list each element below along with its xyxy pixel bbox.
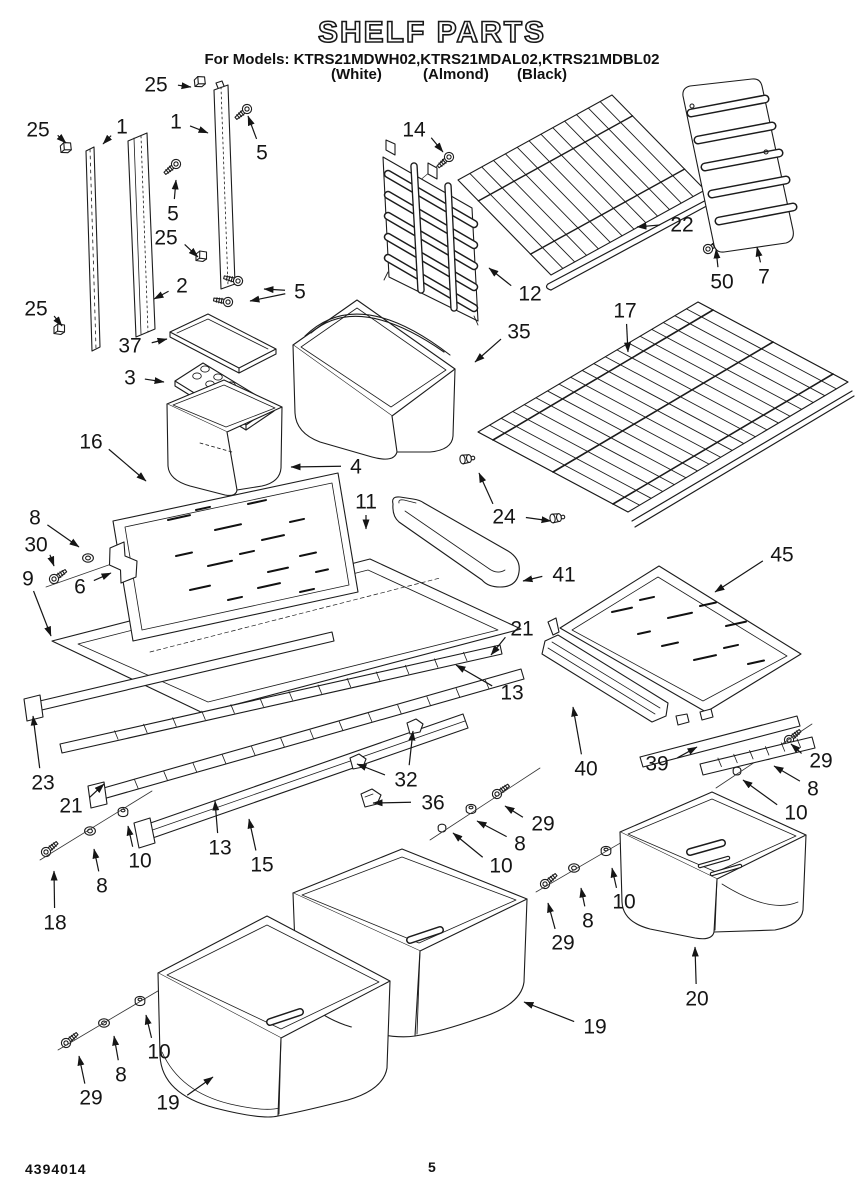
callout-label-25: 25 [144,73,168,97]
callout-label-21: 21 [510,617,534,641]
callout-label-18: 18 [43,911,67,935]
callout-label-6: 6 [74,575,86,599]
callout-label-13: 13 [208,836,232,860]
screw-29 [60,1030,81,1049]
callout-label-8: 8 [514,832,526,856]
callout-arrow [526,517,551,521]
callout-label-4: 4 [350,455,362,479]
callout-label-19: 19 [583,1015,607,1039]
callout-arrow [716,249,718,267]
roller-24 [549,512,565,523]
callout-label-23: 23 [31,771,55,795]
callout-label-29: 29 [79,1086,103,1110]
callout-arrow [249,819,256,851]
callout-arrow [291,466,341,467]
callout-arrow [573,707,581,754]
callout-arrow [185,244,198,257]
callout-label-14: 14 [402,118,426,142]
callout-arrow [146,1015,152,1038]
callout-arrow [774,766,800,781]
callout-arrow [79,1056,85,1084]
callout-arrow [103,136,111,144]
callout-arrow [695,947,696,984]
callout-arrow [114,1036,118,1060]
callout-label-21: 21 [59,794,83,818]
callout-label-13: 13 [500,681,524,705]
callout-label-2: 2 [176,274,188,298]
callout-arrow [128,826,133,847]
callout-arrow [50,555,54,566]
callout-label-41: 41 [552,563,576,587]
upright-rail-1-left [86,147,100,351]
callout-label-9: 9 [22,567,34,591]
callout-label-7: 7 [758,265,770,289]
shelf-clip-25 [60,142,72,154]
callout-label-1: 1 [170,110,182,134]
callout-label-29: 29 [531,812,555,836]
callout-label-8: 8 [582,909,594,933]
callout-label-29: 29 [551,931,575,955]
callout-arrow [47,525,79,547]
screw-14 [435,151,455,171]
callout-label-10: 10 [147,1040,171,1064]
callout-label-50: 50 [710,270,734,294]
callout-label-16: 16 [79,430,103,454]
callout-arrow [523,576,542,581]
callout-arrow [524,1002,574,1022]
callout-arrow [94,849,99,871]
meat-drawer-20 [620,792,806,939]
callout-label-30: 30 [24,533,48,557]
callout-label-10: 10 [489,854,513,878]
callout-label-37: 37 [118,334,142,358]
page-number: 5 [428,1159,436,1175]
callout-label-35: 35 [507,320,531,344]
callout-arrow [248,116,257,139]
callout-arrow [264,289,285,290]
side-rack-7 [683,79,793,252]
finish-black: (Black) [517,66,568,83]
callout-label-36: 36 [421,791,445,815]
callout-label-22: 22 [670,213,694,237]
stud-36 [361,789,381,807]
callout-arrow [431,138,443,152]
washer-8 [83,554,94,562]
page-title: SHELF PARTS [317,16,547,49]
callout-arrow [190,126,208,133]
wine-rack-12 [383,140,478,325]
sliding-wire-shelf-17 [478,299,854,527]
callout-arrow [757,247,760,262]
callout-label-3: 3 [124,366,136,390]
bin-35 [293,300,455,459]
callout-label-40: 40 [574,757,598,781]
callout-arrow [54,871,55,908]
callout-label-12: 12 [518,282,542,306]
callout-label-19: 19 [156,1091,180,1115]
callout-arrow [109,449,146,481]
callout-label-1: 1 [116,115,128,139]
glass-shelf-45 [560,566,801,725]
screw-29 [491,782,512,801]
callout-arrow [174,180,176,199]
callout-arrow [627,324,628,352]
callout-arrow [505,806,523,817]
callout-arrow [145,379,164,382]
callout-arrow [479,473,493,504]
callout-label-25: 25 [154,226,178,250]
finish-almond: (Almond) [423,66,489,83]
callout-label-8: 8 [807,777,819,801]
callout-label-8: 8 [96,874,108,898]
callout-arrow [58,135,66,143]
shelf-clip-25 [54,324,65,335]
nut-10 [135,996,145,1005]
diagram-header [0,0,864,68]
callout-label-17: 17 [613,299,637,323]
dairy-bin-4 [167,380,282,495]
callout-arrow [357,764,385,775]
screw-5 [213,295,233,307]
shelf-clip-25 [194,76,206,88]
callout-label-10: 10 [128,849,152,873]
callout-arrow [373,802,411,803]
screw-5 [233,103,254,122]
callout-arrow [475,339,501,362]
nut-8 [466,804,476,813]
callout-arrow [612,868,616,888]
callout-label-5: 5 [167,202,179,226]
callout-arrow [743,780,777,805]
clip-32 [407,719,423,734]
callout-arrow [33,716,40,768]
callout-label-25: 25 [26,118,50,142]
callout-arrow [548,903,555,929]
callout-arrow [477,821,507,837]
roller-24 [459,453,475,464]
callout-arrow [453,833,483,857]
callout-label-45: 45 [770,543,794,567]
callout-label-25: 25 [24,297,48,321]
callout-label-39: 39 [645,752,669,776]
document-number: 4394014 [25,1161,87,1177]
screw-5 [162,158,183,177]
callout-arrow [581,888,585,906]
callout-label-10: 10 [612,890,636,914]
callout-label-5: 5 [294,280,306,304]
callout-label-11: 11 [355,490,377,514]
callout-arrow [154,291,169,299]
callout-label-20: 20 [685,987,709,1011]
callout-label-24: 24 [492,505,516,529]
callout-arrow [489,268,511,286]
callout-arrow [178,85,191,87]
callout-label-5: 5 [256,141,268,165]
callout-label-8: 8 [29,506,41,530]
callout-label-32: 32 [394,768,418,792]
upright-rail-1-right [214,81,235,289]
callout-label-8: 8 [115,1063,127,1087]
callout-arrow [715,561,763,592]
shelf-cover-37 [170,314,276,373]
finish-white: (White) [331,66,382,83]
callout-label-15: 15 [250,853,274,877]
washer-8 [85,827,96,835]
callout-label-10: 10 [784,801,808,825]
callout-arrow [34,591,51,636]
callout-arrow [250,294,285,301]
screw-18 [40,839,61,858]
models-line: For Models: KTRS21MDWH02,KTRS21MDAL02,KTRS21MDBL02 [204,51,660,68]
callout-label-29: 29 [809,749,833,773]
upright-rail-2-center [128,133,155,337]
wire-shelf-22 [458,95,714,290]
callout-arrow [94,573,111,581]
callout-arrow [152,339,167,343]
